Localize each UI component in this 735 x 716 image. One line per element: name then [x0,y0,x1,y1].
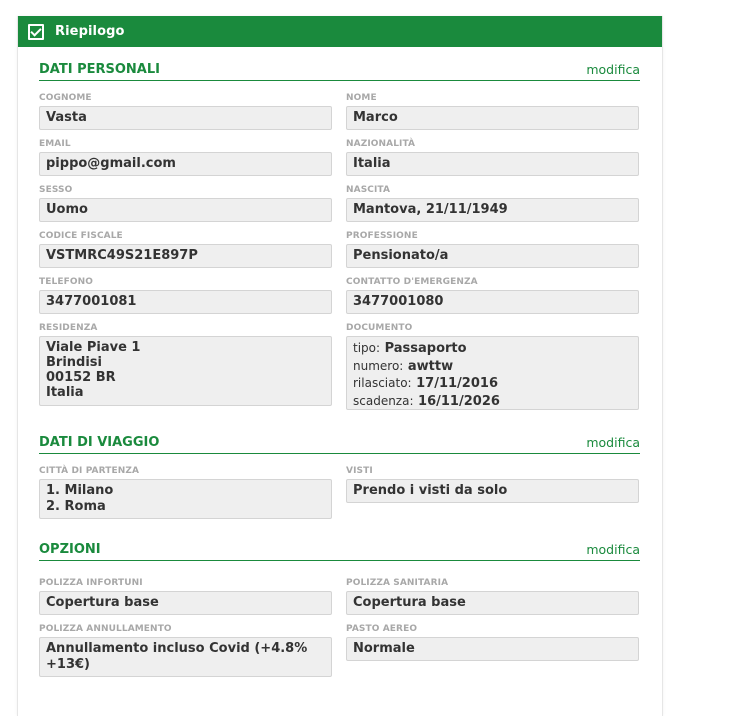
field-value: 3477001080 [346,290,639,314]
field-annullamento [39,624,332,677]
field-residenza [39,323,332,410]
doc-value: Passaporto [384,341,467,356]
field-value: pippo@gmail.com [39,152,332,176]
field-label: CITTÀ DI PARTENZA [39,466,140,476]
field-label: POLIZZA SANITARIA [346,578,449,588]
field-emergenza [346,277,639,314]
field-value: Normale [346,637,639,661]
doc-tipo [353,340,632,358]
doc-value: 17/11/2016 [416,376,498,391]
summary-panel [17,16,663,716]
section-travel-title: DATI DI VIAGGIO [39,435,160,450]
edit-personal-link[interactable]: modifica [586,62,640,77]
address-line: Viale Piave 1 [46,340,141,355]
doc-rilasciato [353,375,632,393]
field-label: CONTATTO D'EMERGENZA [346,277,478,287]
field-sesso [39,185,332,222]
field-label: PASTO AEREO [346,624,418,634]
doc-key: scadenza: [353,393,414,408]
edit-options-link[interactable]: modifica [586,542,640,557]
field-value: VSTMRC49S21E897P [39,244,332,268]
field-label: SESSO [39,185,73,195]
field-codice-fiscale [39,231,332,268]
field-label: COGNOME [39,93,92,103]
doc-numero [353,358,632,376]
city-line: 2. Roma [46,499,106,514]
field-value [39,479,332,519]
section-personal-header [39,55,640,81]
field-sanitaria [346,578,639,615]
field-value: Copertura base [39,591,332,615]
field-pasto [346,624,639,677]
field-label: NAZIONALITÀ [346,139,416,149]
address-line: Italia [46,385,84,400]
field-label: EMAIL [39,139,71,149]
summary-header [18,16,662,47]
field-label: NASCITA [346,185,391,195]
field-value [346,336,639,410]
checkbox-check-icon [28,24,44,40]
field-value: Uomo [39,198,332,222]
section-travel-header [39,428,640,454]
section-options-header [39,535,640,561]
field-value: Italia [346,152,639,176]
field-nazionalita [346,139,639,176]
personal-grid [39,84,640,410]
field-label: VISTI [346,466,373,476]
field-value [39,336,332,406]
field-telefono [39,277,332,314]
field-infortuni [39,578,332,615]
doc-scadenza [353,393,632,411]
city-line: 1. Milano [46,483,114,498]
field-value: Marco [346,106,639,130]
address-line: 00152 BR [46,370,116,385]
field-cognome [39,93,332,130]
field-label: CODICE FISCALE [39,231,123,241]
field-value: 3477001081 [39,290,332,314]
field-label: POLIZZA INFORTUNI [39,578,143,588]
field-value: Pensionato/a [346,244,639,268]
doc-key: tipo: [353,341,381,355]
options-grid [39,569,640,677]
doc-value: awttw [407,358,454,374]
field-label: RESIDENZA [39,323,98,333]
field-visti [346,466,639,519]
field-label: DOCUMENTO [346,323,413,333]
field-partenza [39,466,332,519]
field-nascita [346,185,639,222]
section-personal-title: DATI PERSONALI [39,62,160,77]
field-email [39,139,332,176]
field-label: PROFESSIONE [346,231,418,241]
travel-grid [39,457,640,519]
doc-key: numero: [353,358,404,373]
field-value: Annullamento incluso Covid (+4.8% +13€) [39,637,332,677]
doc-value: 16/11/2026 [418,393,500,409]
field-label: NOME [346,93,377,103]
field-label: TELEFONO [39,277,93,287]
field-professione [346,231,639,268]
edit-travel-link[interactable]: modifica [586,435,640,450]
field-documento [346,323,639,410]
field-value: Vasta [39,106,332,130]
doc-key: rilasciato: [353,376,412,390]
field-nome [346,93,639,130]
field-value: Prendo i visti da solo [346,479,639,503]
field-value: Mantova, 21/11/1949 [346,198,639,222]
summary-title: Riepilogo [55,24,125,39]
section-options-title: OPZIONI [39,542,101,557]
field-label: POLIZZA ANNULLAMENTO [39,624,172,634]
address-line: Brindisi [46,355,102,370]
field-value: Copertura base [346,591,639,615]
